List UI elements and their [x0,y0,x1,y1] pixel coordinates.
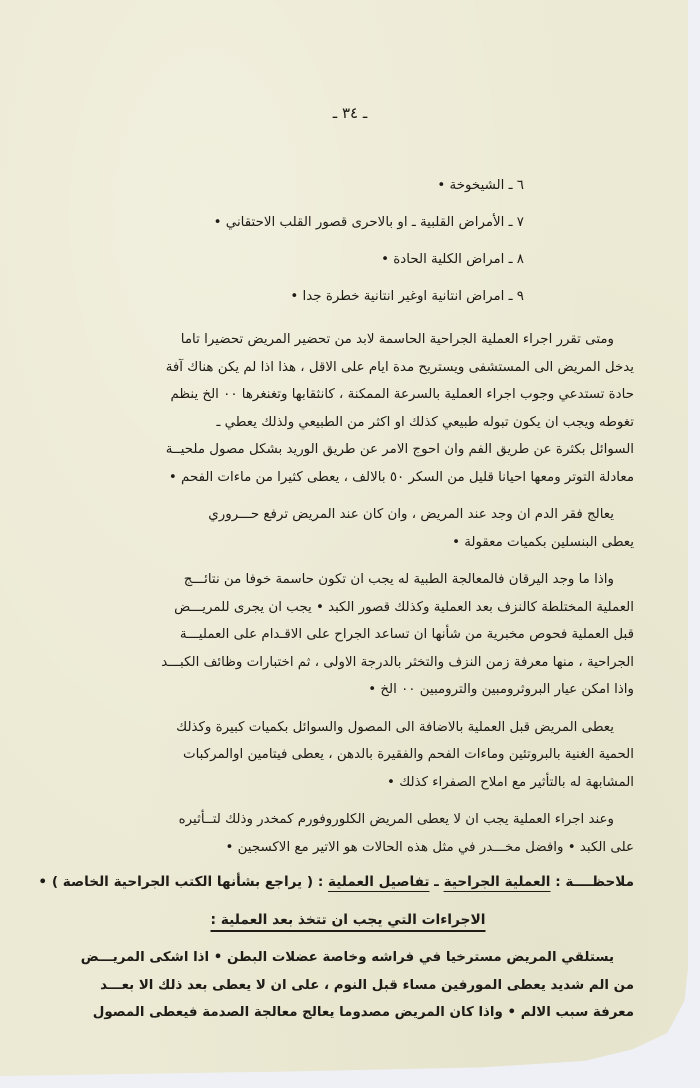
note-underlined-details: تفاصيل العملية [328,874,430,890]
text-line: الجراحية ، منها معرفة زمن النزف والتخثر بالدرجة الاولى ، ثم اختبارات وظائف الكبـــد [161,654,634,670]
document-body [38,172,634,1027]
list-item: ٦ ـ الشيخوخة • [437,178,524,193]
note-reference: : ( يراجع بشأنها الكتب الجراحية الخاصة ) • [38,874,329,890]
paragraph-postop [62,944,634,1027]
note-label: ملاحظــــة : [555,874,634,890]
text-line: يعطى البنسلين بكميات معقولة • [452,534,634,550]
text-line: معرفة سبب الالم • واذا كان المريض مصدوما يعالج معالجة الصدمة فيعطى المصول [92,1005,634,1020]
section-heading-text: الاجراءات التي يجب ان تتخذ بعد العملية : [210,911,486,928]
section-heading [62,907,634,935]
list-item: ٧ ـ الأمراض القلبية ـ او بالاحرى قصور القلب الاحتقاني • [213,215,524,230]
list-item: ٨ ـ امراض الكلية الحادة • [381,252,524,267]
paragraph-preparation [62,326,634,491]
text-line: واذا امكن عيار البروثرومبين والترومبين ٠٠ الخ • [368,682,634,697]
note-dash: ـ [429,874,444,890]
page-number: ـ ٣٤ ـ [332,104,368,122]
text-line: العملية المختلطة كالنزف بعد العملية وكذلك قصور الكبد • يجب ان يجرى للمريـــض [174,599,634,615]
text-line: السوائل بكثرة عن طريق الفم وان احوج الامر عن طريق الوريد بشكل مصول ملحيــة [165,442,634,457]
text-line: يعالج فقر الدم ان وجد عند المريض ، وان كان عند المريض ترفع حـــروري [208,507,614,522]
text-line: يعطى المريض قبل العملية بالاضافة الى المصول والسوائل بكميات كبيرة وكذلك [176,719,614,735]
text-line: يدخل المريض الى المستشفى ويستريح مدة ايام على الاقل ، هذا اذا لم يكن هناك آفة [165,359,634,375]
text-line: حادة تستدعي وجوب اجراء العملية بالسرعة الممكنة ، كانثقابها وتغنغرها ٠٠ الخ ينظم [170,387,634,402]
paragraph-anemia [62,501,634,556]
paragraph-anesthesia [62,806,634,861]
note-line [38,869,634,897]
text-line: على الكبد • وافضل مخـــدر في مثل هذه الحالات هو الاتير مع الاكسجين • [225,839,634,855]
text-line: من الم شديد يعطى المورفين مساء قبل النوم ، على ان لا يعطى بعد ذلك الا بعـــد [100,977,634,993]
note-underlined-surgery: العملية الجراحية [443,874,551,890]
contraindications-list [62,172,634,320]
text-line: وعند اجراء العملية يجب ان لا يعطى المريض الكلوروفورم كمخدر وذلك لتــأثيره [178,812,614,827]
text-line: يستلقي المريض مسترخيا في فراشه وخاصة عضلات البطن • اذا اشكى المريـــض [80,950,614,965]
text-line: قبل العملية فحوص مخبرية من شأنها ان تساعد الجراح على الاقـدام على العمليـــة [179,627,634,642]
text-line: معادلة التوتر ومعها احيانا قليل من السكر ٥٠ بالالف ، يعطى كثيرا من ماءات الفحم • [168,469,634,485]
text-line: الحمية الغنية بالبروتئين وماءات الفحم والفقيرة بالدهن ، يعطى فيتامين اوالمركبات [182,747,634,762]
text-line: تغوطه ويجب ان يكون تبوله طبيعي كذلك او اكثر من الطبيعي ولذلك يعطي ـ [216,414,634,430]
text-line: واذا ما وجد اليرقان فالمعالجة الطبية له يجب ان تكون حاسمة خوفا من نتائـــج [183,572,614,587]
text-line: ومتى تقرر اجراء العملية الجراحية الحاسمة لابد من تحضير المريض تحضيرا تاما [180,332,614,347]
text-line: المشابهة له بالتأثير مع املاح الصفراء كذلك • [387,774,634,790]
list-item: ٩ ـ امراض انتانية اوغير انتانية خطرة جدا • [290,289,524,304]
paragraph-diet [62,714,634,797]
paragraph-jaundice [62,566,634,704]
